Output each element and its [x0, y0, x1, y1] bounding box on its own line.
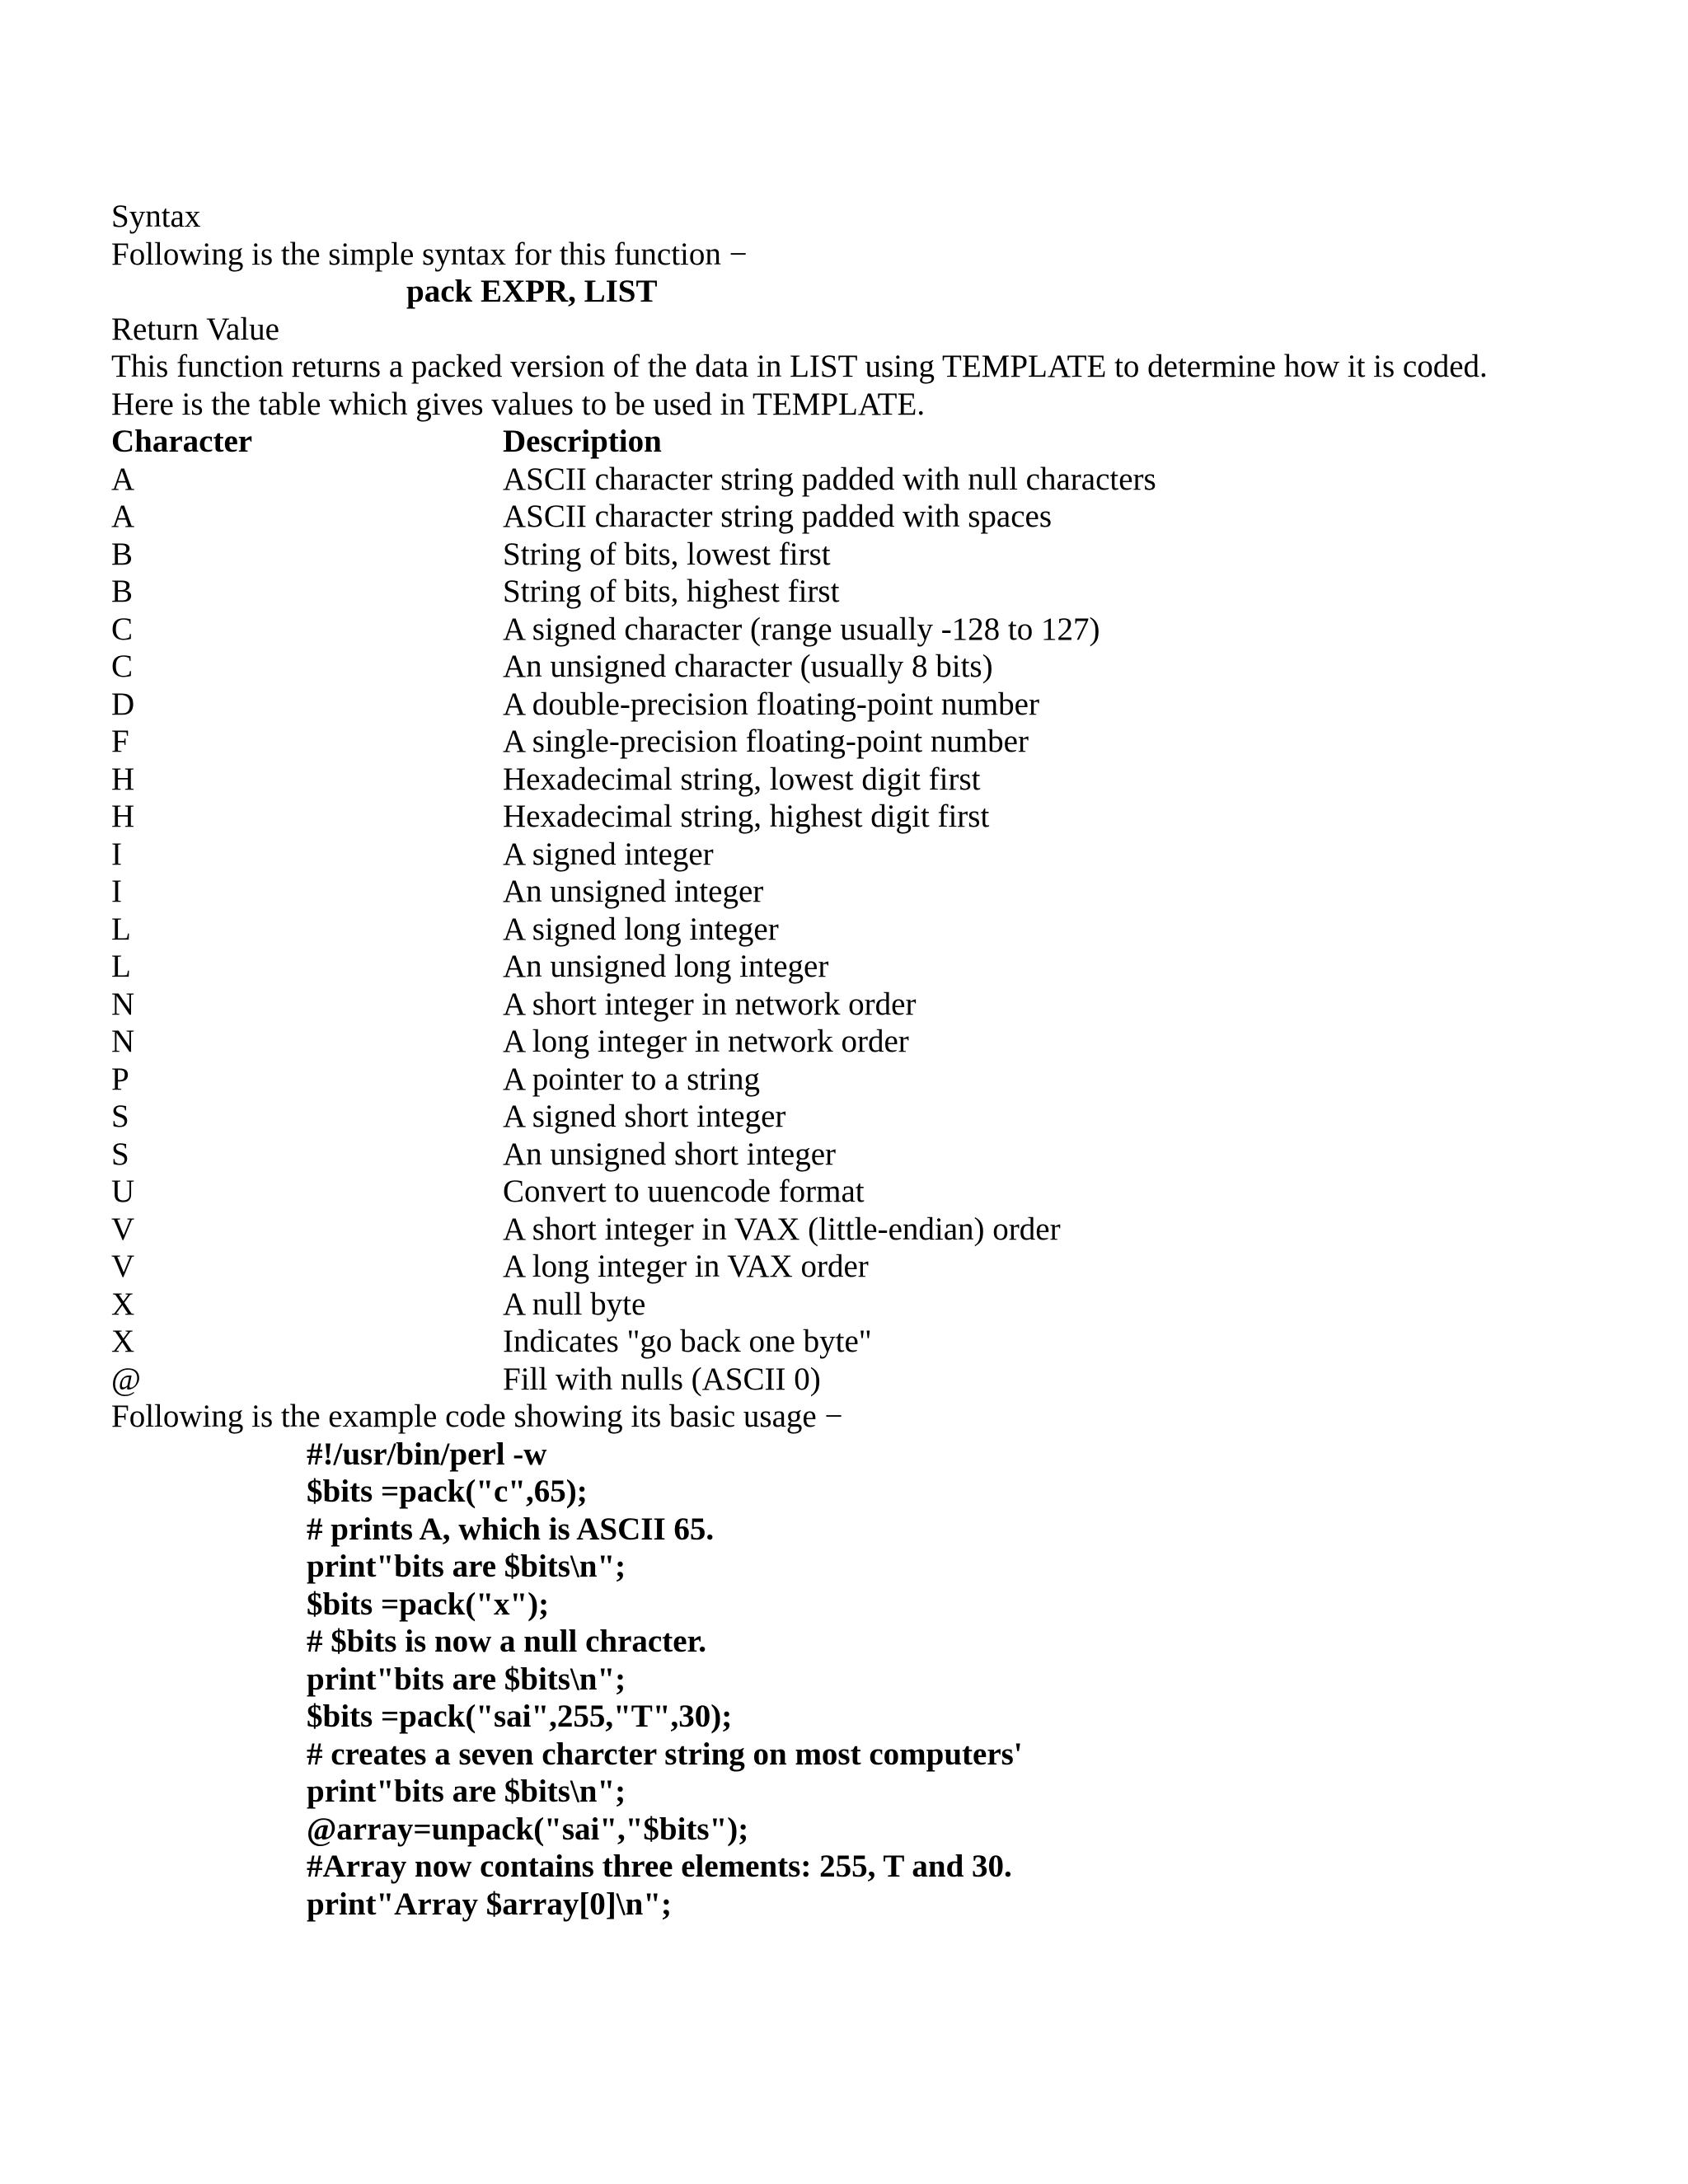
code-line: @array=unpack("sai","$bits"); — [307, 1811, 749, 1847]
table-row — [111, 723, 1595, 761]
template-character: L — [111, 911, 131, 947]
template-character: S — [111, 1099, 129, 1134]
template-character: I — [111, 874, 122, 909]
code-line: print"Array $array[0]\n"; — [307, 1886, 672, 1922]
table-row — [111, 798, 1595, 836]
template-character: N — [111, 1024, 135, 1059]
table-row — [111, 761, 1595, 799]
template-character: S — [111, 1136, 129, 1172]
table-row — [111, 648, 1595, 686]
table-row — [111, 686, 1595, 724]
code-block — [111, 1436, 1595, 1924]
table-row — [111, 461, 1595, 499]
template-description: A single-precision floating-point number — [503, 724, 1029, 759]
table-row — [111, 1173, 1595, 1211]
template-character: V — [111, 1211, 135, 1247]
template-description: Convert to uuencode format — [503, 1174, 865, 1209]
template-character: U — [111, 1174, 135, 1209]
table-row — [111, 873, 1595, 911]
template-character: A — [111, 461, 135, 497]
table-body — [111, 461, 1595, 1399]
template-description: Fill with nulls (ASCII 0) — [503, 1361, 821, 1397]
template-description: A pointer to a string — [503, 1061, 760, 1097]
template-character: B — [111, 536, 134, 572]
template-description: An unsigned long integer — [503, 949, 829, 984]
template-description: Hexadecimal string, lowest digit first — [503, 761, 981, 797]
template-character: B — [111, 574, 134, 609]
syntax-heading: Syntax — [111, 199, 201, 234]
table-row — [111, 536, 1595, 574]
template-description: String of bits, highest first — [503, 574, 840, 609]
template-character: F — [111, 724, 129, 759]
template-character: N — [111, 986, 135, 1022]
table-intro: Here is the table which gives values to be used in TEMPLATE. — [111, 386, 926, 422]
header-description: Description — [503, 424, 662, 459]
table-row — [111, 1286, 1595, 1324]
template-description: ASCII character string padded with spaces — [503, 499, 1053, 534]
table-row — [111, 1023, 1595, 1061]
template-description: A long integer in network order — [503, 1024, 909, 1059]
table-row — [111, 1361, 1595, 1399]
template-description: A signed character (range usually -128 to 127) — [503, 611, 1100, 647]
code-line: #Array now contains three elements: 255, T and 30. — [307, 1849, 1012, 1884]
template-description: A signed integer — [503, 836, 714, 872]
code-line: $bits =pack("c",65); — [307, 1474, 588, 1509]
template-character: V — [111, 1249, 135, 1284]
table-row — [111, 911, 1595, 949]
table-row — [111, 836, 1595, 874]
table-row — [111, 1211, 1595, 1249]
template-description: A short integer in VAX (little-endian) order — [503, 1211, 1061, 1247]
code-line: print"bits are $bits\n"; — [307, 1774, 626, 1809]
code-line: print"bits are $bits\n"; — [307, 1661, 626, 1697]
template-description: A signed short integer — [503, 1099, 786, 1134]
template-character: X — [111, 1286, 135, 1322]
code-line: $bits =pack("sai",255,"T",30); — [307, 1699, 733, 1734]
template-character: P — [111, 1061, 129, 1097]
code-line: $bits =pack("x"); — [307, 1586, 550, 1622]
code-line: # creates a seven charcter string on most computers' — [307, 1736, 1023, 1772]
table-row — [111, 1136, 1595, 1174]
template-character: H — [111, 799, 135, 834]
template-description: String of bits, lowest first — [503, 536, 831, 572]
template-character: H — [111, 761, 135, 797]
return-text: This function returns a packed version of the data in LIST using TEMPLATE to determine how it is coded. — [111, 349, 1488, 384]
table-row — [111, 573, 1595, 611]
header-character: Character — [111, 424, 253, 459]
code-line: # $bits is now a null chracter. — [307, 1624, 707, 1659]
template-character: D — [111, 686, 135, 722]
template-description: An unsigned integer — [503, 874, 764, 909]
template-character: @ — [111, 1361, 141, 1397]
template-description: ASCII character string padded with null characters — [503, 461, 1156, 497]
template-description: Indicates "go back one byte" — [503, 1324, 872, 1359]
template-character: A — [111, 499, 135, 534]
template-table — [111, 423, 1595, 1398]
template-description: A null byte — [503, 1286, 646, 1322]
template-character: L — [111, 949, 131, 984]
code-line: # prints A, which is ASCII 65. — [307, 1511, 715, 1547]
table-row — [111, 948, 1595, 986]
return-heading: Return Value — [111, 311, 279, 347]
table-row — [111, 1248, 1595, 1286]
template-character: I — [111, 836, 122, 872]
template-character: C — [111, 649, 134, 684]
template-description: A signed long integer — [503, 911, 779, 947]
template-description: An unsigned short integer — [503, 1136, 837, 1172]
table-header-row — [111, 423, 1595, 461]
table-row — [111, 986, 1595, 1024]
syntax-code: pack EXPR, LIST — [406, 274, 658, 309]
template-description: Hexadecimal string, highest digit first — [503, 799, 990, 834]
code-line: print"bits are $bits\n"; — [307, 1549, 626, 1584]
template-description: A short integer in network order — [503, 986, 917, 1022]
document-page — [111, 198, 1595, 1923]
table-row — [111, 1098, 1595, 1136]
table-row — [111, 1323, 1595, 1361]
table-row — [111, 498, 1595, 536]
template-description: A double-precision floating-point number — [503, 686, 1039, 722]
example-intro: Following is the example code showing its basic usage − — [111, 1399, 843, 1434]
code-line: #!/usr/bin/perl -w — [307, 1436, 547, 1472]
template-description: A long integer in VAX order — [503, 1249, 869, 1284]
template-description: An unsigned character (usually 8 bits) — [503, 649, 993, 684]
table-row — [111, 611, 1595, 649]
template-character: X — [111, 1324, 135, 1359]
template-character: C — [111, 611, 134, 647]
table-row — [111, 1061, 1595, 1099]
syntax-intro: Following is the simple syntax for this function − — [111, 236, 748, 272]
